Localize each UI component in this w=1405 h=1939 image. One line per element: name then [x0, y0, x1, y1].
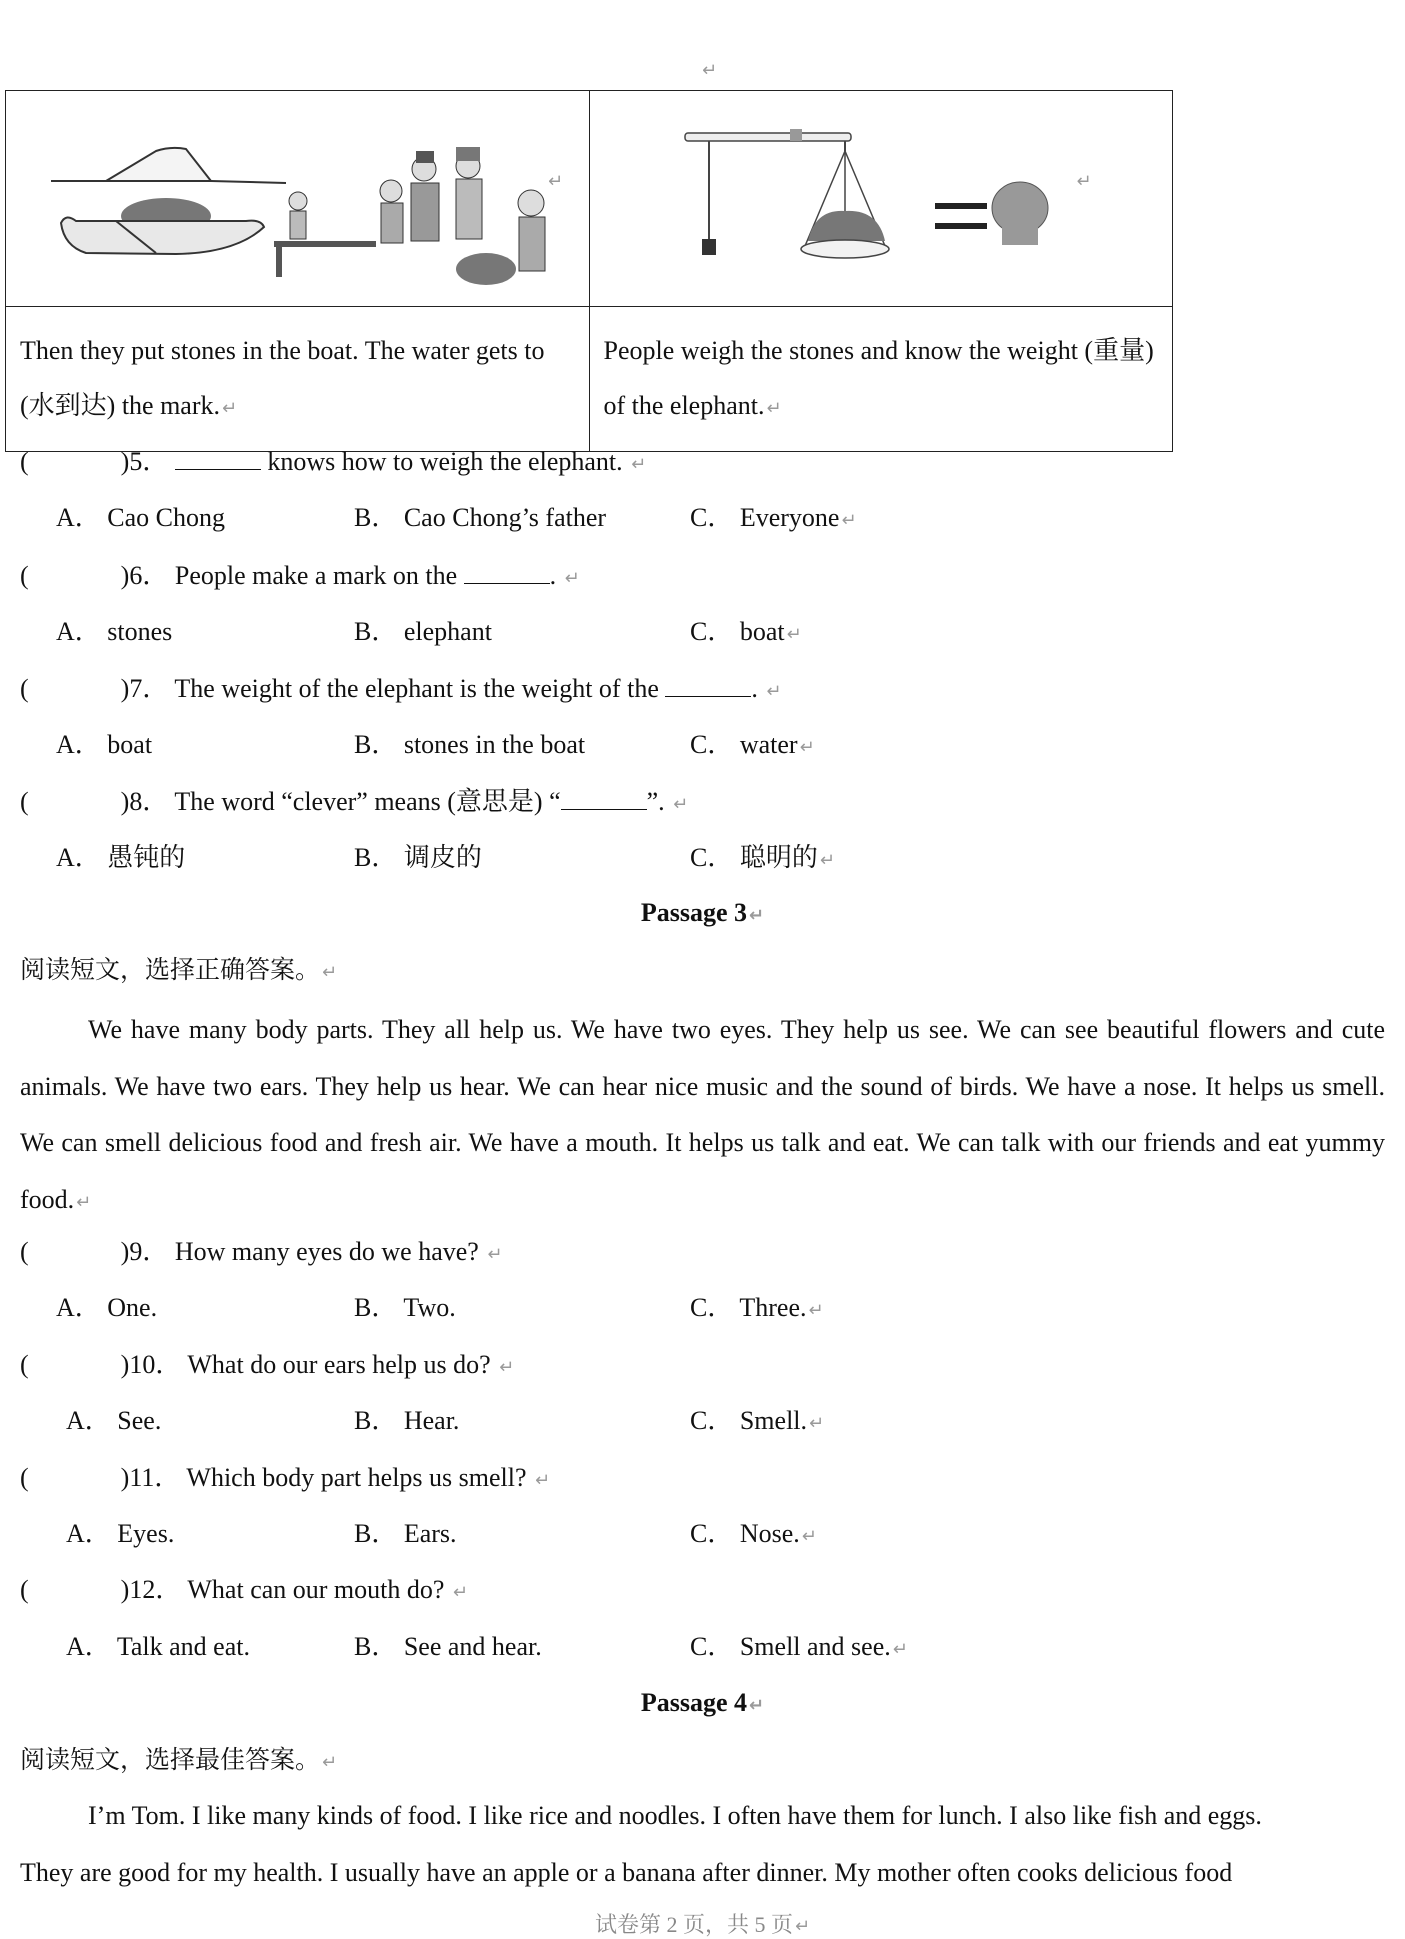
paragraph-mark: ↵ — [222, 397, 238, 419]
option-a[interactable] — [66, 1405, 161, 1437]
option-letter: C． — [690, 617, 734, 646]
option-text: 聪明的 — [739, 843, 818, 872]
fill-blank — [561, 808, 647, 810]
answer-paren-open[interactable]: ( — [20, 1463, 29, 1492]
question-8 — [20, 786, 688, 821]
option-b[interactable] — [354, 842, 482, 874]
option-letter: C． — [690, 1293, 734, 1322]
paragraph-mark: ↵ — [535, 1470, 551, 1491]
instruction-text: 阅读短文，选择正确答案。 — [20, 955, 321, 984]
passage-body: We have many body parts. They all help us. We have two eyes. They help us see. We can see beautiful flowers and cute animals. We have two ears. They help us hear. We can hear nice music and the sound of birds. We have a nose. It helps us smell. We can smell delicious food and fresh air. We have a mouth. It helps us talk and eat. We can talk with our friends and eat yummy food. — [20, 1015, 1385, 1214]
paragraph-mark: ↵ — [487, 1244, 503, 1265]
paragraph-mark: ↵ — [766, 681, 782, 702]
option-letter: B． — [354, 503, 398, 532]
answer-paren-close: ) — [120, 1575, 130, 1604]
paragraph-mark: ↵ — [799, 737, 815, 758]
passage-4-line-1 — [88, 1800, 1262, 1832]
paragraph-mark: ↵ — [1076, 171, 1092, 192]
option-letter: C． — [690, 1519, 734, 1548]
caption-text: People weigh the stones and know the weight (重量) of the elephant. — [603, 335, 1154, 420]
image-cell-boat — [6, 91, 590, 307]
option-letter: B． — [354, 1632, 398, 1661]
option-letter: B． — [354, 843, 398, 872]
answer-paren-close: ) — [120, 1350, 130, 1379]
paragraph-mark: ↵ — [548, 171, 564, 192]
option-b[interactable] — [354, 502, 606, 534]
option-text: Everyone — [739, 503, 840, 532]
question-11 — [20, 1462, 550, 1497]
option-letter: A． — [56, 503, 101, 532]
answer-paren-close: ) — [120, 1463, 130, 1492]
question-number: 6． — [129, 561, 169, 590]
paragraph-mark: ↵ — [819, 850, 835, 871]
passage-3-text — [20, 1002, 1385, 1231]
fill-blank — [175, 468, 261, 470]
option-text: 调皮的 — [403, 843, 482, 872]
question-text: The word “clever” means (意思是) “ — [174, 787, 561, 816]
paragraph-mark: ↵ — [76, 1191, 92, 1213]
option-a[interactable] — [56, 502, 225, 534]
option-letter: C． — [690, 730, 734, 759]
image-cell-scale — [589, 91, 1173, 307]
caption-cell — [589, 307, 1173, 452]
caption-text: Then they put stones in the boat. The water gets to (水到达) the mark. — [20, 335, 545, 420]
paragraph-mark: ↵ — [766, 397, 782, 419]
option-text: Cao Chong — [107, 503, 226, 532]
question-number: 12． — [129, 1575, 182, 1604]
option-letter: B． — [354, 1293, 398, 1322]
option-text: Smell. — [739, 1406, 808, 1435]
option-letter: B． — [354, 1519, 398, 1548]
question-text: The weight of the elephant is the weight of the — [174, 674, 666, 703]
passage-4-title — [0, 1688, 1405, 1718]
option-letter: A． — [66, 1519, 111, 1548]
answer-paren-open[interactable]: ( — [20, 1575, 29, 1604]
question-5 — [20, 446, 646, 481]
paragraph-mark: ↵ — [322, 962, 338, 983]
paragraph-mark: ↵ — [673, 794, 689, 815]
option-c[interactable] — [690, 1405, 824, 1440]
answer-paren-close: ) — [120, 561, 130, 590]
title-text: Passage 3 — [640, 898, 748, 927]
option-letter: B． — [354, 730, 398, 759]
option-letter: C． — [690, 1632, 734, 1661]
option-c[interactable] — [690, 729, 815, 764]
option-text: 愚钝的 — [107, 843, 186, 872]
option-letter: B． — [354, 1406, 398, 1435]
passage-3-instruction — [20, 954, 337, 989]
option-c[interactable] — [690, 1631, 908, 1666]
question-text: What can our mouth do? — [187, 1575, 445, 1604]
answer-paren-close: ) — [120, 1237, 130, 1266]
option-text: Hear. — [403, 1406, 460, 1435]
answer-paren-open[interactable]: ( — [20, 561, 29, 590]
title-text: Passage 4 — [640, 1688, 748, 1717]
option-text: elephant — [403, 617, 492, 646]
paragraph-mark: ↵ — [809, 1413, 825, 1434]
option-text: boat — [107, 730, 153, 759]
option-letter: C． — [690, 843, 734, 872]
caption-cell — [6, 307, 590, 452]
option-letter: A． — [56, 730, 101, 759]
option-a[interactable] — [56, 616, 172, 648]
instruction-text: 阅读短文，选择最佳答案。 — [20, 1745, 321, 1774]
page-footer — [0, 1908, 1405, 1939]
option-a[interactable] — [66, 1631, 250, 1663]
option-c[interactable] — [690, 1518, 817, 1553]
option-text: See. — [117, 1406, 162, 1435]
option-c[interactable] — [690, 842, 835, 877]
fill-blank — [464, 582, 550, 584]
option-b[interactable] — [354, 729, 585, 761]
question-text: How many eyes do we have? — [174, 1237, 479, 1266]
option-letter: A． — [56, 1293, 101, 1322]
question-text-end: . — [751, 674, 758, 703]
paragraph-mark: ↵ — [801, 1526, 817, 1547]
answer-paren-open[interactable]: ( — [20, 1350, 29, 1379]
passage-body: They are good for my health. I usually have an apple or a banana after dinner. My mother often cooks delicious food — [20, 1858, 1233, 1887]
option-letter: C． — [690, 1406, 734, 1435]
option-text: Smell and see. — [739, 1632, 891, 1661]
answer-paren-close: ) — [120, 787, 130, 816]
option-text: Cao Chong’s father — [403, 503, 607, 532]
option-letter: A． — [56, 843, 101, 872]
option-b[interactable] — [354, 1631, 542, 1663]
option-c[interactable] — [690, 1292, 824, 1327]
question-10 — [20, 1349, 514, 1384]
paragraph-mark: ↵ — [749, 1695, 765, 1716]
option-text: Two. — [403, 1293, 456, 1322]
passage-3-title — [0, 898, 1405, 928]
option-a[interactable] — [56, 729, 152, 761]
paragraph-mark: ↵ — [749, 905, 765, 926]
option-text: Nose. — [739, 1519, 800, 1548]
page-number-text: 试卷第 2 页，共 5 页 — [594, 1912, 793, 1937]
paragraph-mark: ↵ — [808, 1300, 824, 1321]
paragraph-mark: ↵ — [702, 60, 718, 81]
option-c[interactable] — [690, 502, 857, 537]
question-number: 9． — [129, 1237, 169, 1266]
paragraph-mark: ↵ — [564, 568, 580, 589]
question-number: 11． — [129, 1463, 181, 1492]
question-text: Which body part helps us smell? — [186, 1463, 527, 1492]
option-text: Ears. — [403, 1519, 457, 1548]
fill-blank — [665, 695, 751, 697]
option-a[interactable] — [66, 1518, 174, 1550]
answer-paren-open[interactable]: ( — [20, 447, 29, 476]
option-text: Three. — [739, 1293, 807, 1322]
question-number: 10． — [129, 1350, 182, 1379]
answer-paren-open[interactable]: ( — [20, 1237, 29, 1266]
passage-body: I’m Tom. I like many kinds of food. I like rice and noodles. I often have them for lunch. I also like fish and eggs. — [88, 1801, 1262, 1830]
paragraph-mark: ↵ — [841, 510, 857, 531]
question-text: knows how to weigh the elephant. — [260, 447, 623, 476]
passage-4-line-2 — [20, 1857, 1232, 1889]
option-a[interactable] — [56, 1292, 157, 1324]
option-letter: C． — [690, 503, 734, 532]
option-text: See and hear. — [403, 1632, 542, 1661]
option-text: water — [739, 730, 798, 759]
option-a[interactable] — [56, 842, 185, 874]
paragraph-mark: ↵ — [322, 1752, 338, 1773]
question-text-end: . — [549, 561, 557, 590]
option-letter: A． — [66, 1632, 111, 1661]
option-b[interactable] — [354, 616, 492, 648]
passage-4-instruction — [20, 1744, 337, 1779]
question-number: 5． — [129, 447, 169, 476]
paragraph-mark: ↵ — [499, 1357, 515, 1378]
question-text: What do our ears help us do? — [187, 1350, 491, 1379]
question-6 — [20, 560, 580, 595]
option-b[interactable] — [354, 1518, 457, 1550]
paragraph-mark: ↵ — [452, 1582, 469, 1603]
question-7 — [20, 673, 781, 708]
option-text: stones in the boat — [403, 730, 586, 759]
question-12 — [20, 1574, 468, 1609]
steelyard-scale-illustration — [590, 91, 1170, 299]
paragraph-mark: ↵ — [892, 1639, 908, 1660]
option-text: stones — [107, 617, 173, 646]
option-letter: B． — [354, 617, 398, 646]
option-text: Talk and eat. — [116, 1632, 250, 1661]
question-number: 8． — [129, 787, 169, 816]
option-text: Eyes. — [117, 1519, 175, 1548]
story-table — [5, 90, 1173, 452]
paragraph-mark: ↵ — [631, 454, 647, 475]
option-c[interactable] — [690, 616, 802, 651]
question-number: 7． — [129, 674, 169, 703]
option-letter: A． — [56, 617, 101, 646]
cao-chong-boat-illustration — [6, 91, 586, 299]
option-b[interactable] — [354, 1405, 459, 1437]
paragraph-mark: ↵ — [786, 624, 802, 645]
question-text-end: ”. — [646, 787, 665, 816]
option-text: boat — [739, 617, 785, 646]
option-letter: A． — [66, 1406, 111, 1435]
question-9 — [20, 1236, 502, 1271]
answer-paren-close: ) — [120, 447, 130, 476]
answer-paren-open[interactable]: ( — [20, 674, 29, 703]
answer-paren-close: ) — [120, 674, 130, 703]
option-b[interactable] — [354, 1292, 456, 1324]
question-text: People make a mark on the — [174, 561, 464, 590]
option-text: One. — [107, 1293, 158, 1322]
answer-paren-open[interactable]: ( — [20, 787, 29, 816]
paragraph-mark: ↵ — [794, 1916, 811, 1937]
